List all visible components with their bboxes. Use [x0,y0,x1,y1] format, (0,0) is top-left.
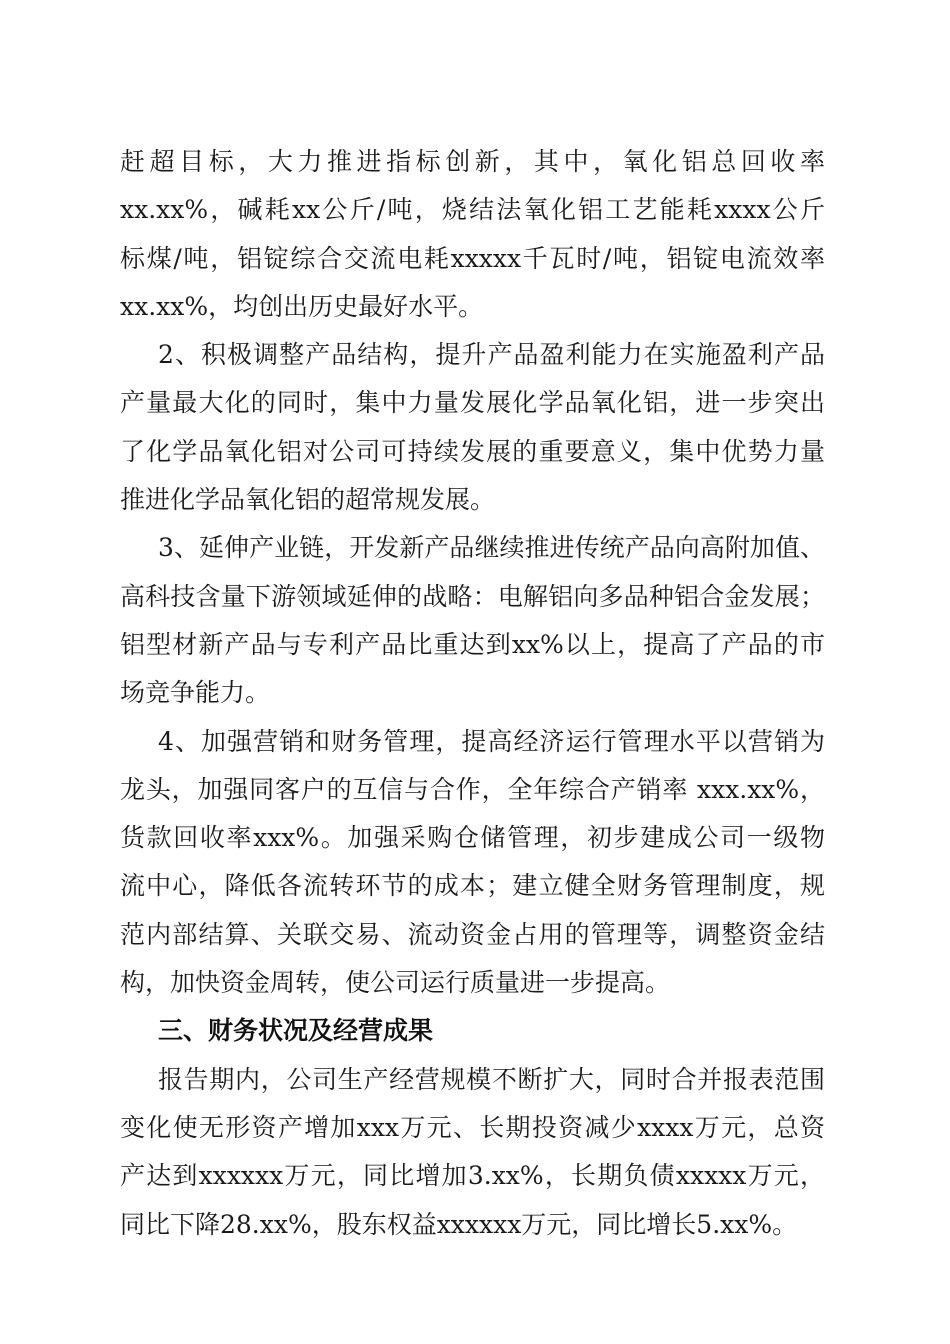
text-line: 推进化学品氧化铝的超常规发展。 [120,485,496,515]
text-line: 流中心，降低各流转环节的成本；建立健全财务管理制度，规 [120,871,825,901]
text-line: xx.xx%，均创出历史最好水平。 [120,291,484,321]
paragraph-marketing-finance [120,718,825,1008]
text-line: xx.xx%，碱耗xx公斤/吨，烧结法氧化铝工艺能耗xxxx公斤 [120,195,825,225]
text-line: 2、积极调整产品结构，提升产品盈利能力在实施盈利产品 [158,340,825,370]
paragraph-financial-status [120,1056,825,1249]
text-line: 4、加强营销和财务管理，提高经济运行管理水平以营销为 [158,726,825,756]
text-line: 铝型材新产品与专利产品比重达到xx%以上，提高了产品的市 [120,629,825,659]
text-line: 同比下降28.xx%，股东权益xxxxxx万元，同比增长5.xx%。 [120,1209,798,1239]
paragraph-indicator-achievements [120,138,825,331]
text-line: 高科技含量下游领域延伸的战略：电解铝向多品种铝合金发展； [120,581,825,611]
paragraph-product-structure [120,331,825,524]
text-line: 赶超目标，大力推进指标创新，其中，氧化铝总回收率 [120,147,825,176]
text-line: 变化使无形资产增加xxx万元、长期投资减少xxxx万元，总资 [120,1112,825,1142]
text-line: 了化学品氧化铝对公司可持续发展的重要意义，集中优势力量 [120,436,825,466]
text-line: 标煤/吨，铝锭综合交流电耗xxxxx千瓦时/吨，铝锭电流效率 [120,243,825,273]
text-line: 3、延伸产业链，开发新产品继续推进传统产品向高附加值、 [158,533,825,563]
text-line: 场竞争能力。 [120,678,271,708]
text-line: 龙头，加强同客户的互信与合作，全年综合产销率 xxx.xx%， [120,774,825,804]
paragraph-industry-chain [120,524,825,717]
text-line: 报告期内，公司生产经营规模不断扩大，同时合并报表范围 [158,1064,825,1094]
text-line: 产量最大化的同时，集中力量发展化学品氧化铝，进一步突出 [120,388,825,418]
text-line: 产达到xxxxxx万元，同比增加3.xx%，长期负债xxxxx万元， [120,1161,825,1191]
text-line: 构，加快资金周转，使公司运行质量进一步提高。 [120,968,671,998]
document-page [120,138,825,1249]
text-line: 货款回收率xxx%。加强采购仓储管理，初步建成公司一级物 [120,823,825,853]
section-heading: 三、财务状况及经营成果 [158,1016,434,1046]
text-line: 范内部结算、关联交易、流动资金占用的管理等，调整资金结 [120,919,825,949]
